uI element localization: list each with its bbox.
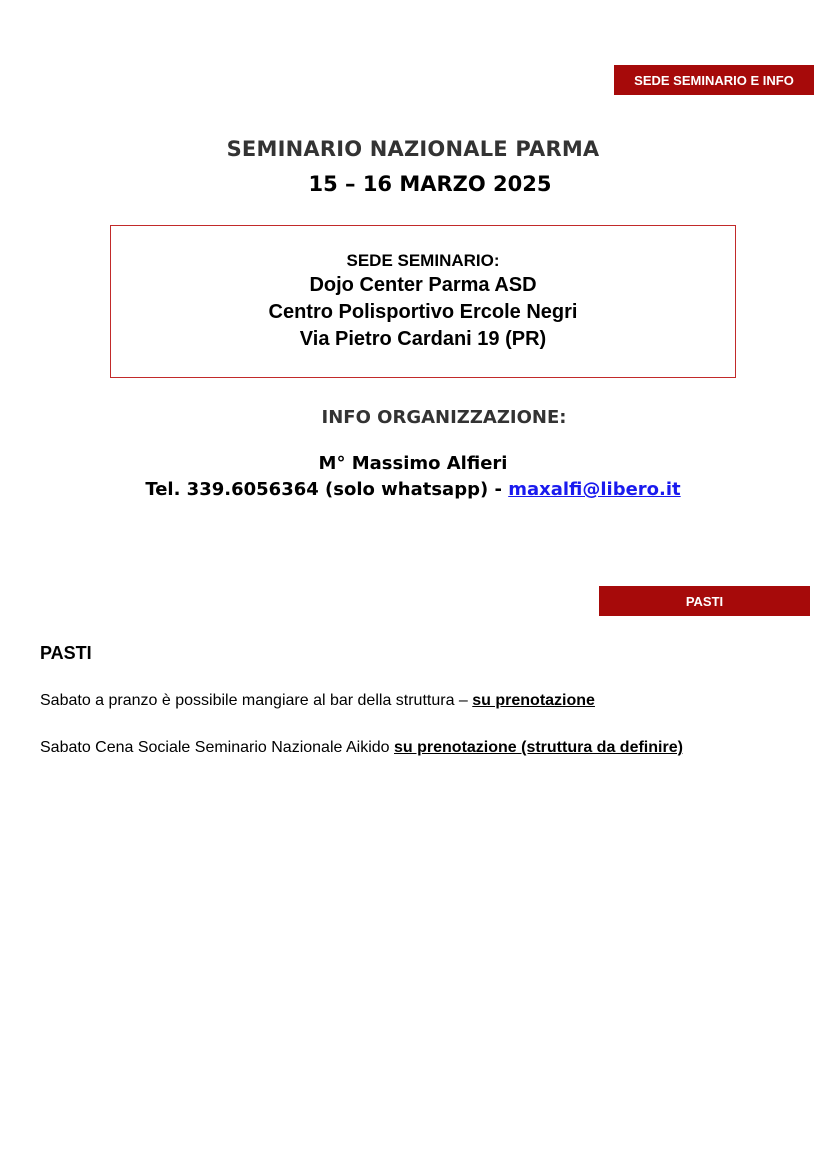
info-heading: INFO ORGANIZZAZIONE: — [321, 407, 567, 428]
meal-dinner-line — [40, 739, 683, 757]
event-dates: 15 – 16 MARZO 2025 — [308, 172, 552, 196]
section-tag-sede-info: SEDE SEMINARIO E INFO — [614, 65, 814, 95]
organizer-name: M° Massimo Alfieri — [318, 453, 508, 474]
meal-lunch-reservation: su prenotazione — [472, 692, 595, 709]
meal-dinner-reservation: su prenotazione (struttura da definire) — [394, 739, 683, 756]
venue-facility: Centro Polisportivo Ercole Negri — [268, 301, 578, 323]
organizer-email-link[interactable]: maxalfi@libero.it — [508, 479, 681, 500]
venue-label: SEDE SEMINARIO: — [346, 251, 500, 270]
venue-address: Via Pietro Cardani 19 (PR) — [299, 328, 547, 350]
organizer-contact — [0, 479, 826, 500]
meal-dinner-text: Sabato Cena Sociale Seminario Nazionale Aikido — [40, 739, 394, 756]
meal-lunch-text: Sabato a pranzo è possibile mangiare al bar della struttura – — [40, 692, 473, 709]
meals-heading: PASTI — [40, 643, 92, 663]
meal-lunch-line — [40, 692, 595, 710]
venue-box — [110, 225, 736, 378]
page-title: SEMINARIO NAZIONALE PARMA — [226, 137, 600, 161]
organizer-phone: Tel. 339.6056364 (solo whatsapp) - — [145, 479, 509, 500]
venue-name: Dojo Center Parma ASD — [309, 274, 537, 296]
section-tag-pasti: PASTI — [599, 586, 810, 616]
